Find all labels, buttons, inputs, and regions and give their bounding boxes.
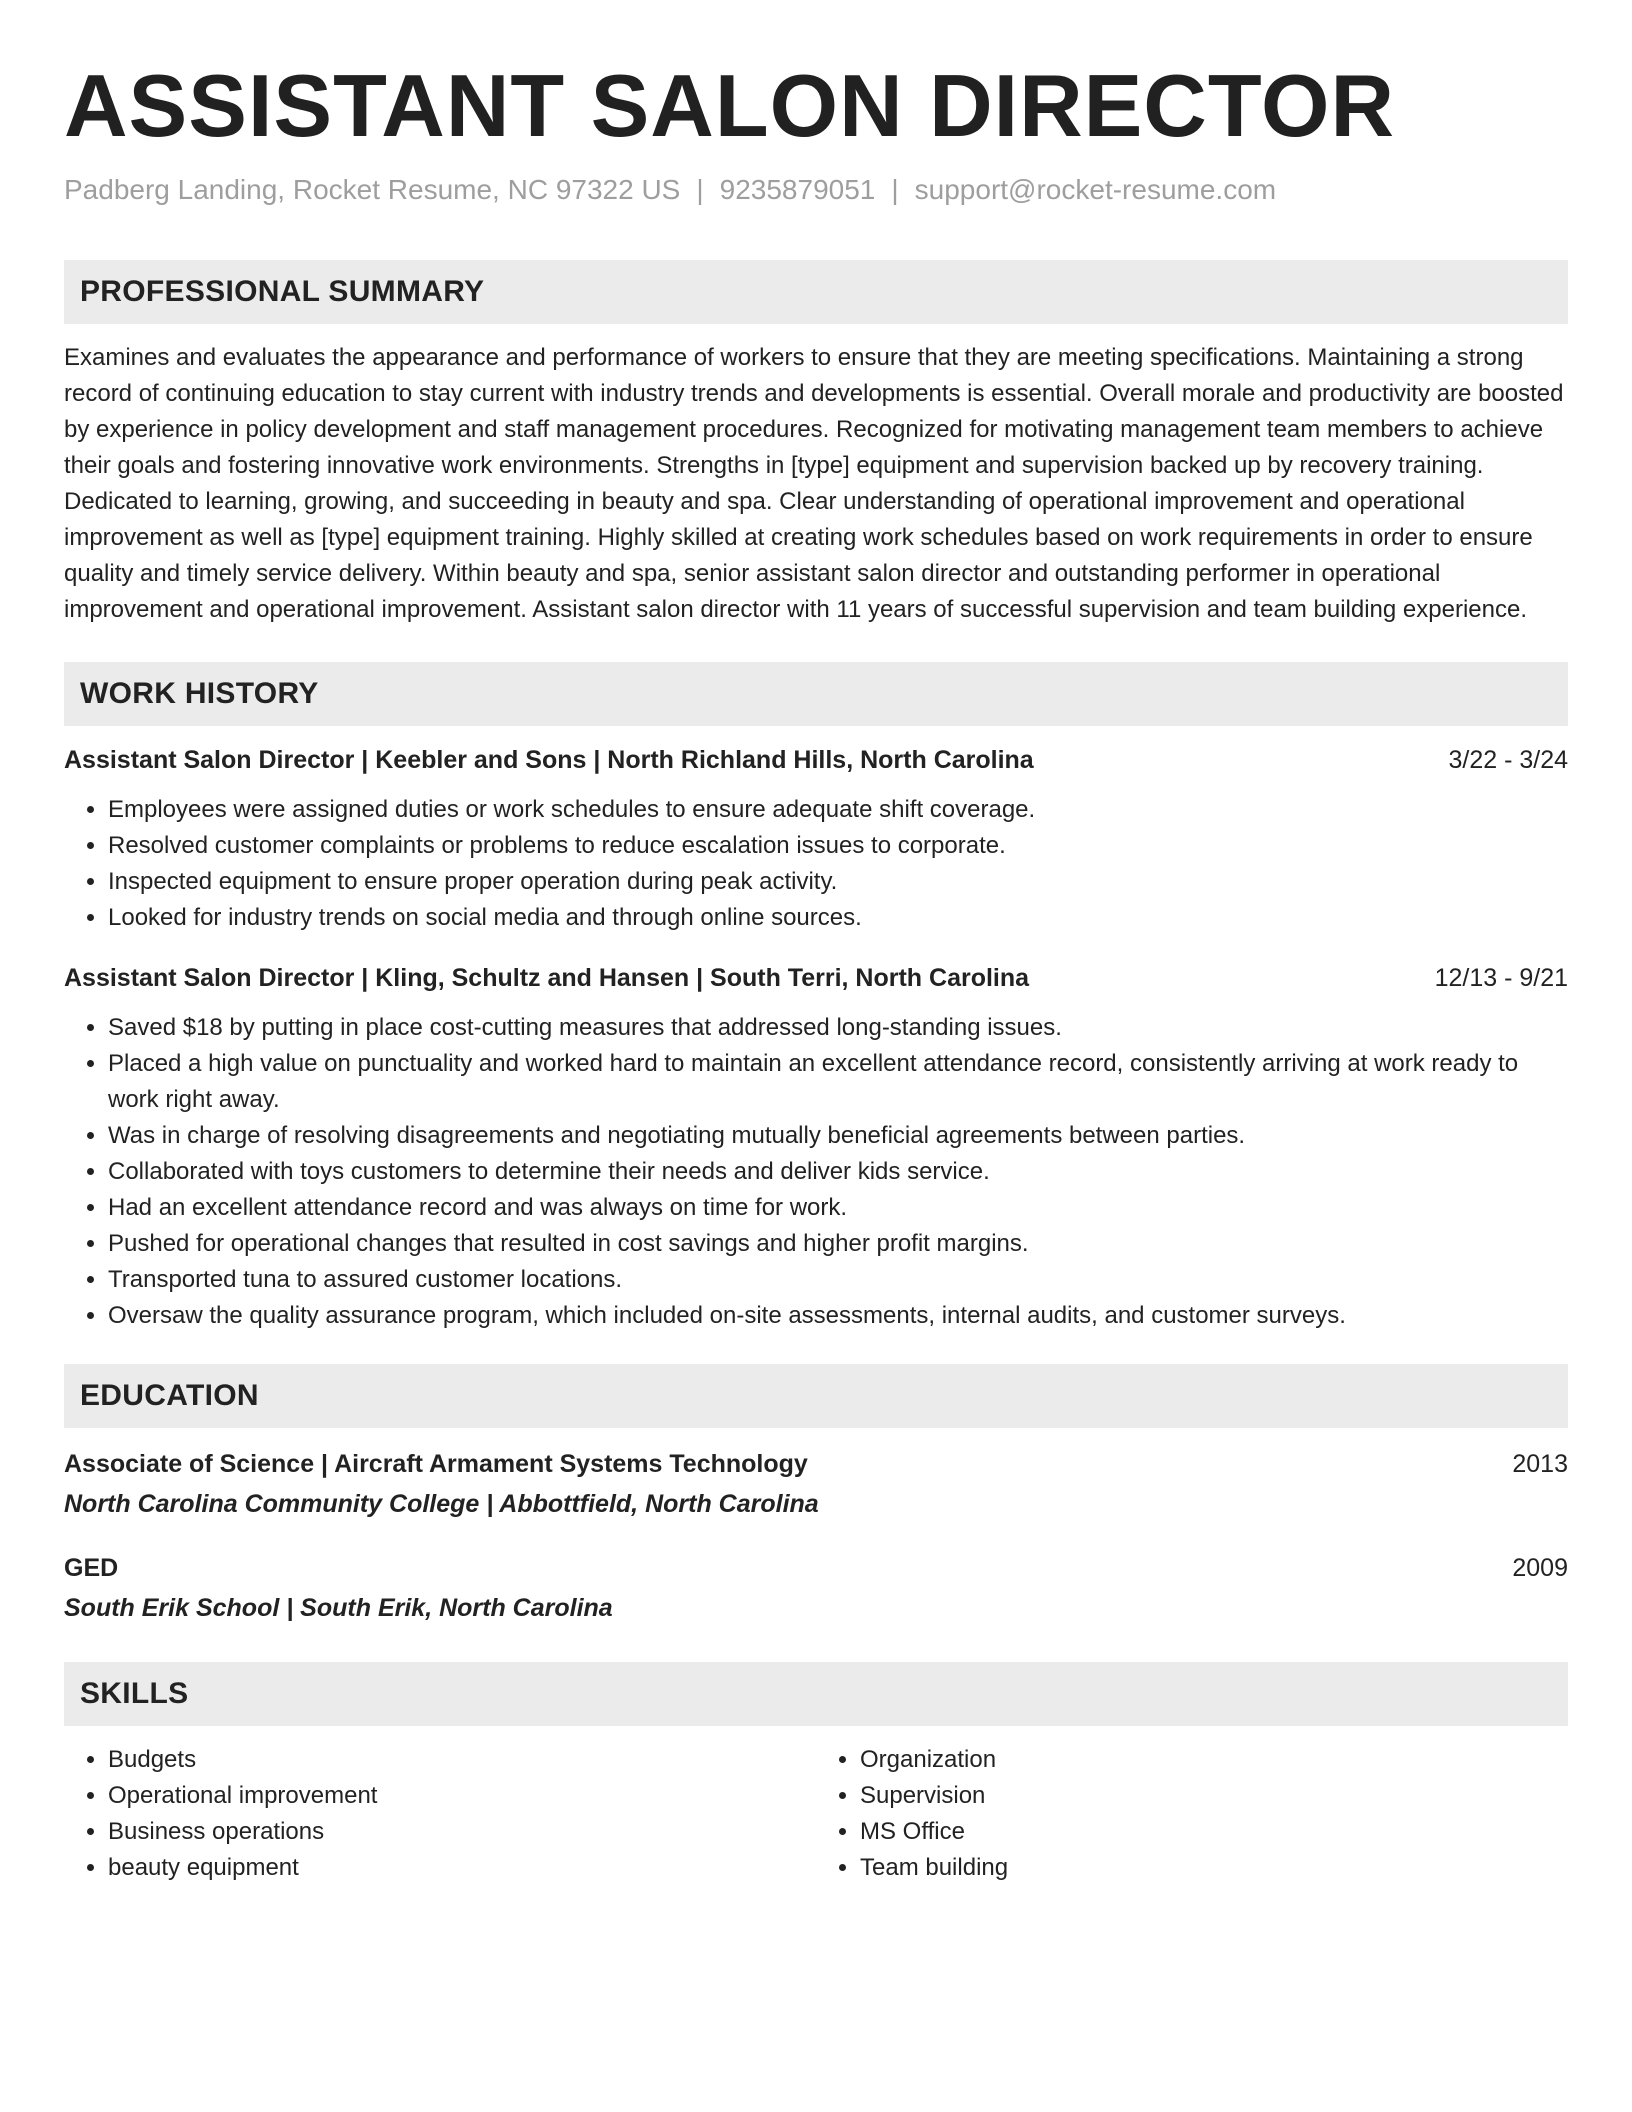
summary-text: Examines and evaluates the appearance and performance of workers to ensure that they are meeting specifications. Maintaining a strong record of continuing education to stay current with industry trends and developments is essential. Overall morale and productivity are boosted by experience in policy development and staff management procedures. Recognized for motivating management team members to achieve their goals and fostering innovative work environments. Strengths in [type] equipment and supervision backed up by recovery training. Dedicated to learning, growing, and succeeding in beauty and spa. Clear understanding of operational improvement and operational improvement as well as [type] equipment training. Highly skilled at creating work schedules based on work requirements in order to ensure quality and timely service delivery. Within beauty and spa, senior assistant salon director and outstanding performer in operational improvement and operational improvement. Assistant salon director with 11 years of successful supervision and team building experience. bbox=[64, 344, 1564, 623]
job-title: Assistant Salon Director | Kling, Schultz and Hansen | South Terri, North Carolina bbox=[64, 964, 1030, 992]
skills-grid bbox=[64, 1742, 1568, 1886]
skill-item: • Team building bbox=[860, 1850, 1568, 1886]
skills-column-right bbox=[816, 1742, 1568, 1886]
contact-email: support@rocket-resume.com bbox=[914, 174, 1277, 205]
contact-address: Padberg Landing, Rocket Resume, NC 97322 US bbox=[64, 174, 681, 205]
job-duty: • Looked for industry trends on social media and through online sources. bbox=[108, 900, 1568, 936]
contact-line bbox=[64, 172, 1568, 208]
job-duty: • Transported tuna to assured customer locations. bbox=[108, 1262, 1568, 1298]
skill-item: • Budgets bbox=[108, 1742, 816, 1778]
contact-separator: | bbox=[891, 174, 899, 205]
job-duties bbox=[64, 792, 1568, 936]
degree: Associate of Science | Aircraft Armament Systems Technology bbox=[64, 1450, 808, 1478]
job-header bbox=[64, 742, 1568, 778]
education-section bbox=[64, 1364, 1568, 1626]
skills-list bbox=[816, 1742, 1568, 1886]
summary-heading: PROFESSIONAL SUMMARY bbox=[64, 260, 1568, 324]
job-duty: • Resolved customer complaints or problems to reduce escalation issues to corporate. bbox=[108, 828, 1568, 864]
education-entry bbox=[64, 1446, 1568, 1522]
job-duty: • Inspected equipment to ensure proper operation during peak activity. bbox=[108, 864, 1568, 900]
job-duty: • Pushed for operational changes that resulted in cost savings and higher profit margins. bbox=[108, 1226, 1568, 1262]
education-header bbox=[64, 1550, 1568, 1586]
summary-section bbox=[64, 260, 1568, 628]
skill-item: • MS Office bbox=[860, 1814, 1568, 1850]
contact-phone: 9235879051 bbox=[719, 174, 876, 205]
job-dates: 12/13 - 9/21 bbox=[1434, 964, 1568, 992]
skills-heading: SKILLS bbox=[64, 1662, 1568, 1726]
skill-item: • Supervision bbox=[860, 1778, 1568, 1814]
job-duty: • Collaborated with toys customers to determine their needs and deliver kids service. bbox=[108, 1154, 1568, 1190]
work-history-heading: WORK HISTORY bbox=[64, 662, 1568, 726]
education-heading: EDUCATION bbox=[64, 1364, 1568, 1428]
skills-section bbox=[64, 1662, 1568, 1886]
job-duty: • Saved $18 by putting in place cost-cutting measures that addressed long-standing issues. bbox=[108, 1010, 1568, 1046]
skill-item: • Business operations bbox=[108, 1814, 816, 1850]
skills-column-left bbox=[64, 1742, 816, 1886]
job-duty: • Had an excellent attendance record and was always on time for work. bbox=[108, 1190, 1568, 1226]
job-duties bbox=[64, 1010, 1568, 1334]
candidate-name: ASSISTANT SALON DIRECTOR bbox=[64, 56, 1396, 155]
education-header bbox=[64, 1446, 1568, 1482]
graduation-year: 2009 bbox=[1512, 1554, 1568, 1582]
skills-list bbox=[64, 1742, 816, 1886]
job-entry bbox=[64, 960, 1568, 1334]
degree: GED bbox=[64, 1554, 119, 1582]
job-title: Assistant Salon Director | Keebler and Sons | North Richland Hills, North Carolina bbox=[64, 746, 1034, 774]
skill-item: • Organization bbox=[860, 1742, 1568, 1778]
job-header bbox=[64, 960, 1568, 996]
education-entry bbox=[64, 1550, 1568, 1626]
job-duty: • Oversaw the quality assurance program, which included on-site assessments, internal audits, and customer surveys. bbox=[108, 1298, 1568, 1334]
job-duty: • Was in charge of resolving disagreements and negotiating mutually beneficial agreements between parties. bbox=[108, 1118, 1568, 1154]
job-entry bbox=[64, 742, 1568, 936]
contact-separator: | bbox=[696, 174, 704, 205]
job-dates: 3/22 - 3/24 bbox=[1448, 746, 1568, 774]
job-duty: • Employees were assigned duties or work schedules to ensure adequate shift coverage. bbox=[108, 792, 1568, 828]
school-name: South Erik School | South Erik, North Carolina bbox=[64, 1594, 613, 1622]
work-history-section bbox=[64, 662, 1568, 1334]
skill-item: • Operational improvement bbox=[108, 1778, 816, 1814]
graduation-year: 2013 bbox=[1512, 1450, 1568, 1478]
job-duty: • Placed a high value on punctuality and worked hard to maintain an excellent attendance record, consistently arriving at work ready to work right away. bbox=[108, 1046, 1568, 1118]
school-name: North Carolina Community College | Abbottfield, North Carolina bbox=[64, 1490, 819, 1518]
skill-item: • beauty equipment bbox=[108, 1850, 816, 1886]
